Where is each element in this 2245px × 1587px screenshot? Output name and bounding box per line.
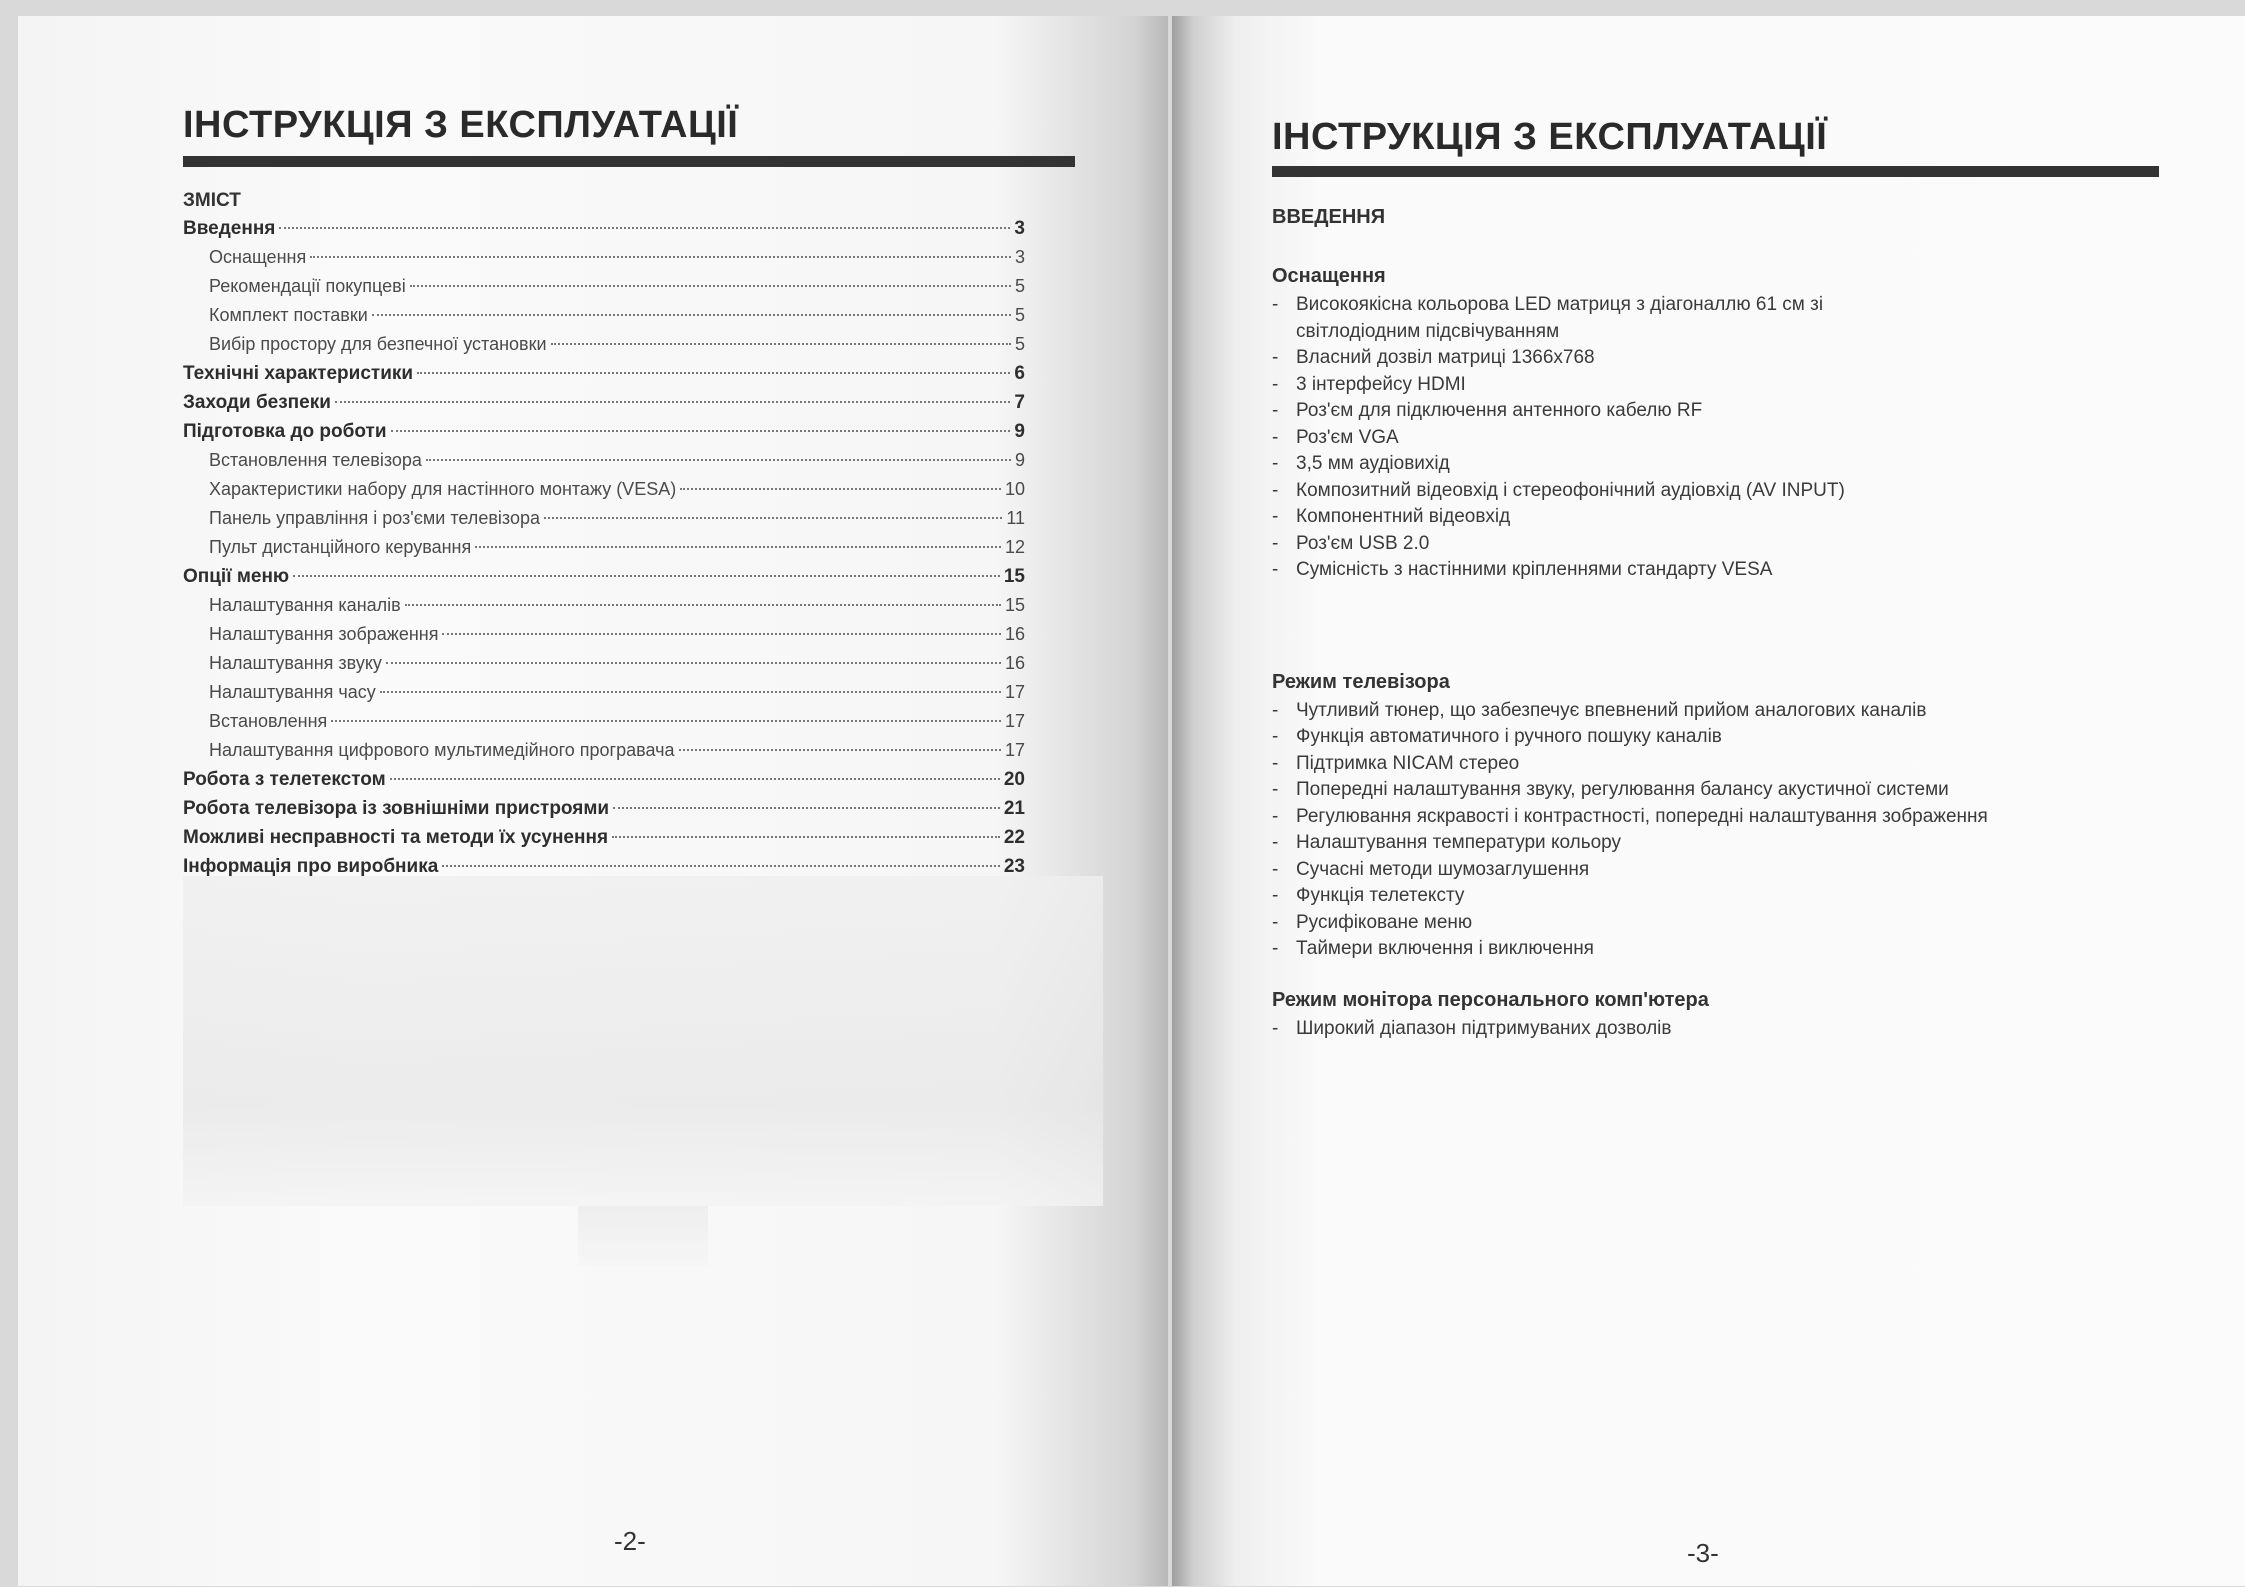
section-equipment	[1272, 265, 2132, 584]
toc-entry-title: Можливі несправності та методи їх усунення	[183, 827, 609, 848]
toc-entry	[183, 305, 1025, 334]
page-title: ІНСТРУКЦІЯ З ЕКСПЛУАТАЦІЇ	[1272, 116, 1828, 158]
list-item: - Роз'єм VGA	[1272, 425, 2132, 452]
toc-entry	[183, 595, 1025, 624]
toc-entry	[183, 508, 1025, 537]
toc-dot-leader	[442, 865, 1000, 867]
section-title: Оснащення	[1272, 265, 1386, 287]
toc-entry	[183, 421, 1025, 450]
toc-entry-page: 7	[1014, 392, 1025, 413]
list-item: - 3 інтерфейсу HDMI	[1272, 372, 2132, 399]
left-page	[18, 16, 1168, 1586]
page-number: -2-	[614, 1526, 646, 1556]
toc-entry	[183, 334, 1025, 363]
toc-entry	[183, 363, 1025, 392]
toc-entry-title: Вибір простору для безпечної установки	[209, 334, 547, 354]
toc-entry-page: 16	[1004, 653, 1025, 673]
title-rule	[1272, 166, 2159, 177]
toc-entry-title: Налаштування часу	[209, 682, 376, 702]
list-item: - Роз'єм для підключення антенного кабелю RF	[1272, 398, 2132, 425]
intro-content	[1272, 206, 2132, 1042]
list-item: - 3,5 мм аудіовихід	[1272, 451, 2132, 478]
right-page	[1172, 16, 2245, 1586]
list-item: - Таймери включення і виключення	[1272, 936, 2132, 963]
toc-entry-title: Панель управління і роз'єми телевізора	[209, 508, 540, 528]
list-item: - Широкий діапазон підтримуваних дозволів	[1272, 1016, 2132, 1043]
toc-entry-title: Рекомендації покупцеві	[209, 276, 406, 296]
toc-dot-leader	[551, 343, 1011, 345]
toc-entry	[183, 624, 1025, 653]
toc-entry-title: Оснащення	[209, 247, 307, 267]
list-item: - Чутливий тюнер, що забезпечує впевнений прийом аналогових каналів	[1272, 698, 2132, 725]
toc-entry	[183, 798, 1025, 827]
feature-list	[1272, 292, 2132, 584]
toc-entry	[183, 276, 1025, 305]
toc-entry-title: Налаштування звуку	[209, 653, 382, 673]
list-item: - Сучасні методи шумозаглушення	[1272, 857, 2132, 884]
toc-entry-page: 17	[1004, 682, 1025, 702]
toc-entry	[183, 827, 1025, 856]
list-item: - Компонентний відеовхід	[1272, 504, 2132, 531]
toc-dot-leader	[612, 836, 1000, 838]
toc-entry-page: 3	[1014, 218, 1025, 239]
toc-entry	[183, 247, 1025, 276]
toc-entry-title: Налаштування цифрового мультимедійного програвача	[209, 740, 675, 760]
page-title: ІНСТРУКЦІЯ З ЕКСПЛУАТАЦІЇ	[183, 104, 739, 146]
toc-entry-page: 6	[1014, 363, 1025, 384]
toc-entry-title: Робота з телетекстом	[183, 769, 386, 790]
toc-entry-page: 5	[1014, 305, 1025, 325]
toc-dot-leader	[390, 778, 1000, 780]
toc-entry	[183, 711, 1025, 740]
toc-entry	[183, 218, 1025, 247]
toc-entry-page: 9	[1014, 421, 1025, 442]
toc-entry-title: Робота телевізора із зовнішніми пристроями	[183, 798, 610, 819]
list-item: - Власний дозвіл матриці 1366x768	[1272, 345, 2132, 372]
toc-dot-leader	[679, 749, 1001, 751]
intro-heading: ВВЕДЕННЯ	[1272, 206, 1386, 228]
toc-entry-title: Характеристики набору для настінного монтажу (VESA)	[209, 479, 677, 499]
toc-entry	[183, 769, 1025, 798]
list-item: - Підтримка NICAM стерео	[1272, 751, 2132, 778]
toc-entry-page: 20	[1003, 769, 1025, 790]
toc-entry-page: 3	[1014, 247, 1025, 267]
toc-entry-title: Технічні характеристики	[183, 363, 414, 384]
toc-dot-leader	[475, 546, 1001, 548]
toc-entry-page: 11	[1006, 508, 1025, 528]
toc-dot-leader	[293, 575, 1000, 577]
toc-dot-leader	[310, 256, 1011, 258]
toc-entry	[183, 653, 1025, 682]
toc-entry-page: 15	[1003, 566, 1025, 587]
toc-dot-leader	[279, 227, 1010, 229]
list-item: - Роз'єм USB 2.0	[1272, 531, 2132, 558]
toc-entry	[183, 537, 1025, 566]
toc-entry-title: Підготовка до роботи	[183, 421, 387, 442]
section-tv-mode	[1272, 671, 2132, 963]
toc-entry-page: 23	[1003, 856, 1025, 877]
toc-entry	[183, 682, 1025, 711]
toc-entry	[183, 392, 1025, 421]
list-item: - Високоякісна кольорова LED матриця з діагоналлю 61 см зі світлодіодним підсвічуванням	[1272, 292, 1836, 345]
list-item: - Сумісність з настінними кріпленнями стандарту VESA	[1272, 557, 2132, 584]
toc-entry-title: Налаштування каналів	[209, 595, 401, 615]
toc-entry	[183, 479, 1025, 508]
toc-entry	[183, 740, 1025, 769]
toc-dot-leader	[417, 372, 1010, 374]
section-pc-monitor-mode	[1272, 989, 2132, 1043]
list-item: - Попередні налаштування звуку, регулювання балансу акустичної системи	[1272, 777, 2132, 804]
toc-dot-leader	[380, 691, 1001, 693]
toc-entry-page: 10	[1004, 479, 1025, 499]
toc-dot-leader	[426, 459, 1011, 461]
toc-entry-page: 21	[1003, 798, 1025, 819]
section-title: Режим телевізора	[1272, 670, 1450, 693]
toc-entry-title: Заходи безпеки	[183, 392, 331, 413]
toc-dot-leader	[680, 488, 1001, 490]
toc-dot-leader	[372, 314, 1011, 316]
page-number: -3-	[1687, 1538, 1719, 1568]
toc-entry-title: Встановлення телевізора	[209, 450, 422, 470]
tv-image-faded	[183, 876, 1103, 1206]
toc-entry-page: 22	[1003, 827, 1025, 848]
toc-entry-page: 15	[1004, 595, 1025, 615]
feature-list	[1272, 1016, 2132, 1043]
toc-entry-page: 16	[1004, 624, 1025, 644]
toc-entry-page: 12	[1004, 537, 1025, 557]
toc-dot-leader	[391, 430, 1011, 432]
toc-entry-title: Введення	[183, 218, 276, 239]
toc-entry-page: 17	[1004, 740, 1025, 760]
toc-dot-leader	[442, 633, 1000, 635]
toc-entry	[183, 566, 1025, 595]
toc-dot-leader	[613, 807, 1000, 809]
table-of-contents	[183, 218, 1025, 885]
toc-entry-title: Встановлення	[209, 711, 328, 731]
list-item: - Регулювання яскравості і контрастності, попередні налаштування зображення	[1272, 804, 2132, 831]
toc-dot-leader	[405, 604, 1001, 606]
toc-dot-leader	[331, 720, 1001, 722]
toc-dot-leader	[335, 401, 1011, 403]
toc-dot-leader	[410, 285, 1011, 287]
list-item: - Функція автоматичного і ручного пошуку каналів	[1272, 724, 2132, 751]
feature-list	[1272, 698, 2132, 963]
toc-entry	[183, 450, 1025, 479]
toc-entry-title: Опції меню	[183, 566, 290, 587]
toc-entry-page: 5	[1014, 276, 1025, 296]
toc-entry	[183, 856, 1025, 885]
toc-dot-leader	[386, 662, 1001, 664]
toc-entry-title: Пульт дистанційного керування	[209, 537, 472, 557]
tv-stand-faded	[578, 1206, 708, 1266]
toc-entry-page: 9	[1014, 450, 1025, 470]
toc-entry-title: Комплект поставки	[209, 305, 368, 325]
toc-entry-page: 17	[1004, 711, 1025, 731]
toc-heading: ЗМІСТ	[183, 190, 241, 211]
list-item: - Налаштування температури кольору	[1272, 830, 2132, 857]
toc-dot-leader	[544, 517, 1002, 519]
title-rule	[183, 156, 1075, 167]
list-item: - Композитний відеовхід і стереофонічний аудіовхід (AV INPUT)	[1272, 478, 2132, 505]
list-item: - Русифіковане меню	[1272, 910, 2132, 937]
toc-entry-title: Інформація про виробника	[183, 856, 439, 877]
list-item: - Функція телетексту	[1272, 883, 2132, 910]
toc-entry-page: 5	[1014, 334, 1025, 354]
section-title: Режим монітора персонального комп'ютера	[1272, 988, 1709, 1011]
toc-entry-title: Налаштування зображення	[209, 624, 439, 644]
